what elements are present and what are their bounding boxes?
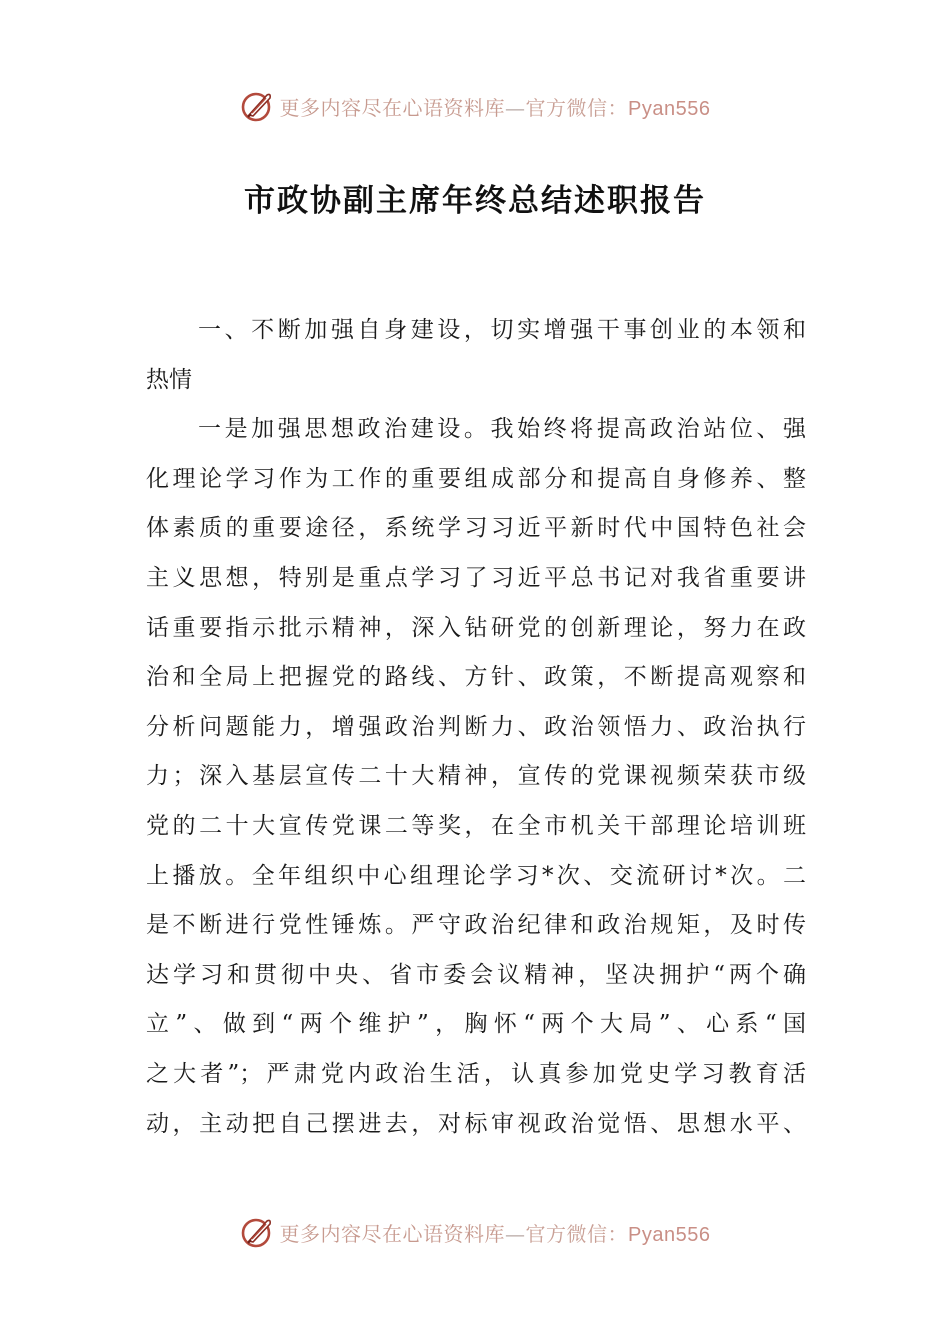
body-line: 立”、做到“两个维护”，胸怀“两个大局”、心系“国: [146, 1011, 806, 1038]
body-line: 治和全局上把握党的路线、方针、政策，不断提高观察和: [146, 664, 806, 691]
body-line: 一、不断加强自身建设，切实增强干事创业的本领和: [198, 317, 806, 343]
body-line: 话重要指示批示精神，深入钻研党的创新理论，努力在政: [146, 614, 806, 641]
body-line: 之大者”；严肃党内政治生活，认真参加党史学习教育活: [146, 1060, 806, 1087]
body-line: 分析问题能力，增强政治判断力、政治领悟力、政治执行: [146, 713, 806, 740]
document-body: [146, 306, 806, 1149]
body-line: 上播放。全年组织中心组理论学习*次、交流研讨*次。二: [146, 862, 806, 889]
watermark-main-text: 更多内容尽在心语资料库: [279, 1221, 506, 1246]
body-line: 力；深入基层宣传二十大精神，宣传的党课视频荣获市级: [146, 763, 806, 790]
watermark-wechat-id: Pyan556: [628, 97, 711, 120]
body-line: 体素质的重要途径，系统学习习近平新时代中国特色社会: [146, 515, 806, 542]
watermark-banner-top: [0, 84, 950, 128]
feather-pen-circle-icon: [240, 88, 276, 124]
watermark-main-text: 更多内容尽在心语资料库: [279, 95, 506, 120]
body-line: 党的二十大宣传党课二等奖，在全市机关干部理论培训班: [146, 812, 806, 839]
watermark-separator: —: [505, 1221, 526, 1246]
body-line: 是不断进行党性锤炼。严守政治纪律和政治规矩，及时传: [146, 912, 806, 939]
body-line: 动，主动把自己摆进去，对标审视政治觉悟、思想水平、: [146, 1110, 806, 1137]
watermark-wechat-id: Pyan556: [628, 1223, 711, 1246]
watermark-wechat-label: 官方微信：: [525, 1221, 629, 1246]
body-line: 化理论学习作为工作的重要组成部分和提高自身修养、整: [146, 465, 806, 492]
watermark-banner-bottom: [0, 1210, 950, 1254]
body-line: 达学习和贯彻中央、省市委会议精神，坚决拥护“两个确: [146, 961, 806, 988]
body-line: 主义思想，特别是重点学习了习近平总书记对我省重要讲: [146, 564, 806, 591]
watermark-text: [280, 92, 711, 121]
feather-pen-circle-icon: [240, 1214, 276, 1250]
body-line: 热情: [146, 366, 192, 393]
watermark-text: [280, 1218, 711, 1247]
watermark-separator: —: [505, 95, 526, 120]
document-title: 市政协副主席年终总结述职报告: [244, 183, 706, 219]
body-line: 一是加强思想政治建设。我始终将提高政治站位、强: [198, 416, 806, 443]
watermark-wechat-label: 官方微信：: [525, 95, 629, 120]
